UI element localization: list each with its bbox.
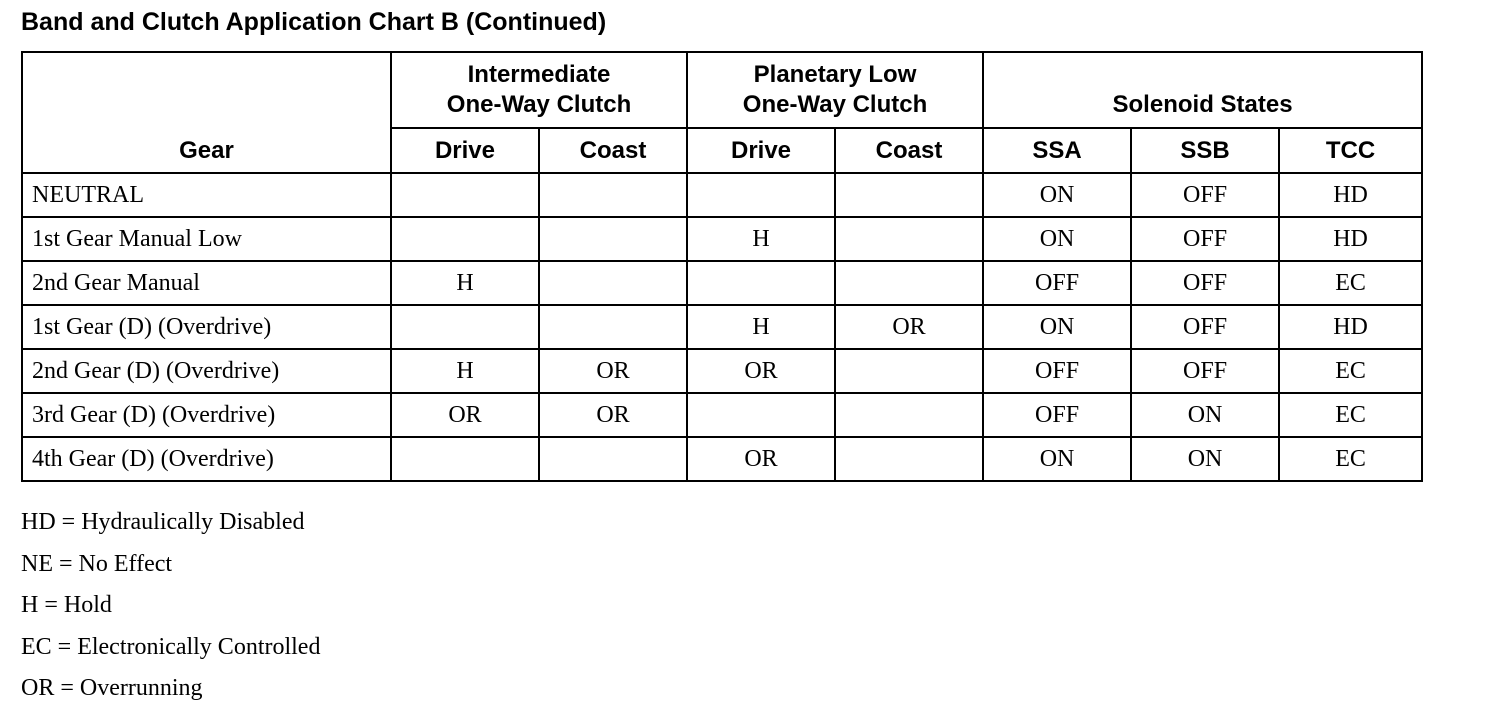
subheader-ssa: SSA xyxy=(983,128,1131,173)
page-title: Band and Clutch Application Chart B (Continued) xyxy=(21,8,607,36)
subheader-ssb: SSB xyxy=(1131,128,1279,173)
table-cell: OR xyxy=(835,305,983,349)
legend xyxy=(21,503,320,711)
gear-cell: 4th Gear (D) (Overdrive) xyxy=(22,437,391,481)
table-cell: EC xyxy=(1279,349,1422,393)
table-cell: EC xyxy=(1279,393,1422,437)
table-cell xyxy=(539,437,687,481)
group-header-line: One-Way Clutch xyxy=(446,91,632,118)
gear-cell: 2nd Gear Manual xyxy=(22,261,391,305)
gear-cell: NEUTRAL xyxy=(22,173,391,217)
solenoid-states-header xyxy=(983,52,1422,128)
table-cell xyxy=(835,437,983,481)
gear-column-header: Gear xyxy=(22,52,391,173)
table-row xyxy=(22,217,1422,261)
table-cell: ON xyxy=(983,437,1131,481)
table-row xyxy=(22,349,1422,393)
chart-body xyxy=(22,173,1422,481)
table-cell xyxy=(539,217,687,261)
table-cell: HD xyxy=(1279,217,1422,261)
application-chart-table xyxy=(21,51,1423,482)
subheader-drive: Drive xyxy=(391,128,539,173)
table-cell xyxy=(835,217,983,261)
group-header-line: One-Way Clutch xyxy=(742,91,928,118)
table-cell: OR xyxy=(391,393,539,437)
table-cell: H xyxy=(391,261,539,305)
gear-cell: 1st Gear (D) (Overdrive) xyxy=(22,305,391,349)
gear-cell: 3rd Gear (D) (Overdrive) xyxy=(22,393,391,437)
legend-item: HD = Hydraulically Disabled xyxy=(21,509,305,535)
table-row xyxy=(22,437,1422,481)
table-cell xyxy=(539,173,687,217)
table-cell: OFF xyxy=(1131,349,1279,393)
table-cell: H xyxy=(391,349,539,393)
table-cell: ON xyxy=(983,217,1131,261)
gear-cell: 1st Gear Manual Low xyxy=(22,217,391,261)
gear-cell: 2nd Gear (D) (Overdrive) xyxy=(22,349,391,393)
table-cell: OFF xyxy=(983,349,1131,393)
intermediate-clutch-header xyxy=(391,52,687,128)
group-header-line: Solenoid States xyxy=(1112,91,1293,118)
group-header-line: Intermediate xyxy=(467,61,611,88)
table-cell: H xyxy=(687,217,835,261)
table-cell xyxy=(835,393,983,437)
table-cell xyxy=(687,261,835,305)
table-cell: HD xyxy=(1279,305,1422,349)
table-cell xyxy=(391,437,539,481)
table-cell: ON xyxy=(983,305,1131,349)
table-cell: ON xyxy=(1131,437,1279,481)
table-cell: ON xyxy=(1131,393,1279,437)
table-cell: H xyxy=(687,305,835,349)
planetary-low-clutch-header xyxy=(687,52,983,128)
subheader-coast: Coast xyxy=(835,128,983,173)
table-cell: OR xyxy=(687,349,835,393)
table-cell xyxy=(835,349,983,393)
table-cell: OR xyxy=(687,437,835,481)
table-cell: OFF xyxy=(1131,261,1279,305)
table-cell xyxy=(835,173,983,217)
table-cell: OR xyxy=(539,393,687,437)
table-cell: EC xyxy=(1279,437,1422,481)
table-cell: OFF xyxy=(1131,305,1279,349)
group-header-line xyxy=(984,60,1421,90)
table-cell xyxy=(539,261,687,305)
table-cell xyxy=(687,173,835,217)
table-cell: HD xyxy=(1279,173,1422,217)
legend-item: NE = No Effect xyxy=(21,550,173,577)
table-cell: OFF xyxy=(1131,217,1279,261)
table-cell: OFF xyxy=(1131,173,1279,217)
table-cell: EC xyxy=(1279,261,1422,305)
table-cell: ON xyxy=(983,173,1131,217)
table-row xyxy=(22,305,1422,349)
legend-item: H = Hold xyxy=(21,592,112,619)
table-cell: OR xyxy=(539,349,687,393)
table-row xyxy=(22,261,1422,305)
subheader-coast: Coast xyxy=(539,128,687,173)
table-cell xyxy=(391,173,539,217)
group-header-row xyxy=(22,52,1422,128)
table-row xyxy=(22,393,1422,437)
table-cell xyxy=(391,305,539,349)
table-row xyxy=(22,173,1422,217)
table-cell xyxy=(391,217,539,261)
group-header-line: Planetary Low xyxy=(753,61,917,88)
legend-item: EC = Electronically Controlled xyxy=(21,633,321,660)
legend-item: OR = Overrunning xyxy=(21,675,203,702)
table-cell: OFF xyxy=(983,393,1131,437)
table-cell: OFF xyxy=(983,261,1131,305)
table-cell xyxy=(687,393,835,437)
table-cell xyxy=(835,261,983,305)
subheader-tcc: TCC xyxy=(1279,128,1422,173)
subheader-drive: Drive xyxy=(687,128,835,173)
table-cell xyxy=(539,305,687,349)
